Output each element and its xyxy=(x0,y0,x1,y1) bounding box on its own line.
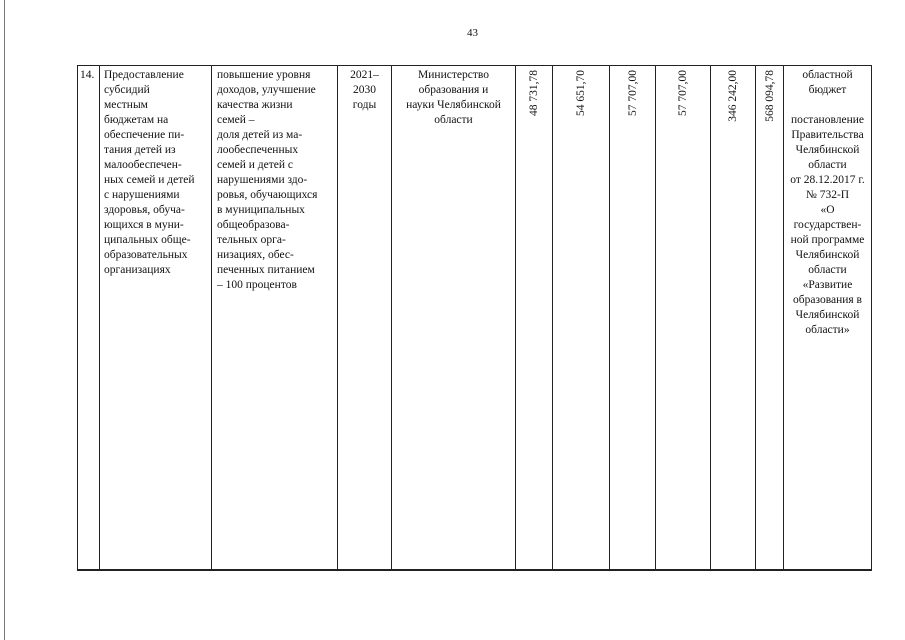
source-line: «О xyxy=(820,204,835,216)
executor-line: Министерство xyxy=(418,69,489,81)
executor-text xyxy=(392,66,515,128)
executor-line: образования и xyxy=(418,84,489,96)
source-line: «Развитие xyxy=(802,279,853,291)
result-line: повышение уровня xyxy=(217,69,311,81)
source-line: от 28.12.2017 г. xyxy=(790,174,865,186)
period-text xyxy=(338,66,391,113)
result-line: доля детей из ма- xyxy=(217,129,303,141)
period-line: годы xyxy=(352,99,377,111)
amount-value-5: 346 242,00 xyxy=(727,70,739,122)
result-line: семей – xyxy=(217,114,255,126)
event-text xyxy=(100,66,211,278)
amount-cell-2 xyxy=(553,66,610,569)
source-line: государствен- xyxy=(793,219,862,231)
amount-value-2: 54 651,70 xyxy=(575,70,587,116)
source-line: областной xyxy=(802,69,853,81)
amount-cell-3 xyxy=(610,66,656,569)
result-line: качества жизни xyxy=(217,99,293,111)
amount-cell-6 xyxy=(756,66,784,569)
event-line: здоровья, обуча- xyxy=(104,204,185,216)
source-line: постановление xyxy=(790,114,864,126)
event-line: ющихся в муни- xyxy=(104,219,184,231)
executor-cell xyxy=(392,66,516,569)
event-line: с нарушениями xyxy=(104,189,180,201)
event-cell xyxy=(100,66,212,569)
row-number-cell xyxy=(78,66,100,569)
program-table xyxy=(77,65,872,571)
amount-cell-5 xyxy=(711,66,756,569)
source-line: Челябинской xyxy=(795,249,860,261)
amount-value-3: 57 707,00 xyxy=(626,70,639,116)
amount-cell-4 xyxy=(656,66,711,569)
source-cell xyxy=(784,66,871,569)
result-line: ровья, обучающихся xyxy=(217,189,318,201)
source-line: № 732-П xyxy=(805,189,850,201)
event-line: ных семей и детей xyxy=(104,174,195,186)
executor-line: области xyxy=(434,114,473,126)
page-margin-rule xyxy=(4,0,5,640)
result-line: доходов, улучшение xyxy=(217,84,316,96)
source-line: Челябинской xyxy=(795,309,860,321)
source-line: ной программе xyxy=(790,234,865,246)
amount-cell-1 xyxy=(516,66,553,569)
result-line: нарушениями здо- xyxy=(217,174,308,186)
period-line: 2030 xyxy=(353,84,376,96)
event-line: организациях xyxy=(104,264,171,276)
amount-value-4: 57 707,00 xyxy=(677,70,689,116)
result-line: общеобразова- xyxy=(217,219,290,231)
amount-value-1: 48 731,78 xyxy=(528,70,540,116)
result-line: низациях, обес- xyxy=(217,249,294,261)
source-text xyxy=(784,66,871,338)
result-line: печенных питанием xyxy=(217,264,315,276)
event-line: тания детей из xyxy=(104,144,176,156)
period-line: 2021– xyxy=(350,69,379,81)
page-number: 43 xyxy=(467,27,478,39)
source-line: Правительства xyxy=(791,129,864,141)
source-line: образования в xyxy=(793,294,862,306)
result-line: в муниципальных xyxy=(217,204,305,216)
event-line: образовательных xyxy=(104,249,188,261)
event-line: малообеспечен- xyxy=(104,159,182,171)
event-line: местным xyxy=(104,99,148,111)
source-line: Челябинской xyxy=(795,144,860,156)
result-text xyxy=(212,66,337,293)
result-cell xyxy=(212,66,338,569)
result-line: тельных орга- xyxy=(217,234,286,246)
event-line: обеспечение пи- xyxy=(104,129,185,141)
amount-value-6: 568 094,78 xyxy=(763,70,776,122)
result-line: – 100 процентов xyxy=(217,279,297,291)
source-line: области xyxy=(808,264,847,276)
result-line: лообеспеченных xyxy=(217,144,299,156)
event-line: бюджетам на xyxy=(104,114,169,126)
source-line: области xyxy=(808,159,847,171)
source-line: области» xyxy=(805,324,850,336)
executor-line: науки Челябинской xyxy=(406,99,501,111)
source-line xyxy=(784,98,871,113)
source-line: бюджет xyxy=(808,84,847,96)
event-line: Предоставление xyxy=(104,69,184,81)
event-line: ципальных обще- xyxy=(104,234,191,246)
result-line: семей и детей с xyxy=(217,159,294,171)
row-number: 14. xyxy=(80,69,95,81)
event-line: субсидий xyxy=(104,84,150,96)
period-cell xyxy=(338,66,392,569)
